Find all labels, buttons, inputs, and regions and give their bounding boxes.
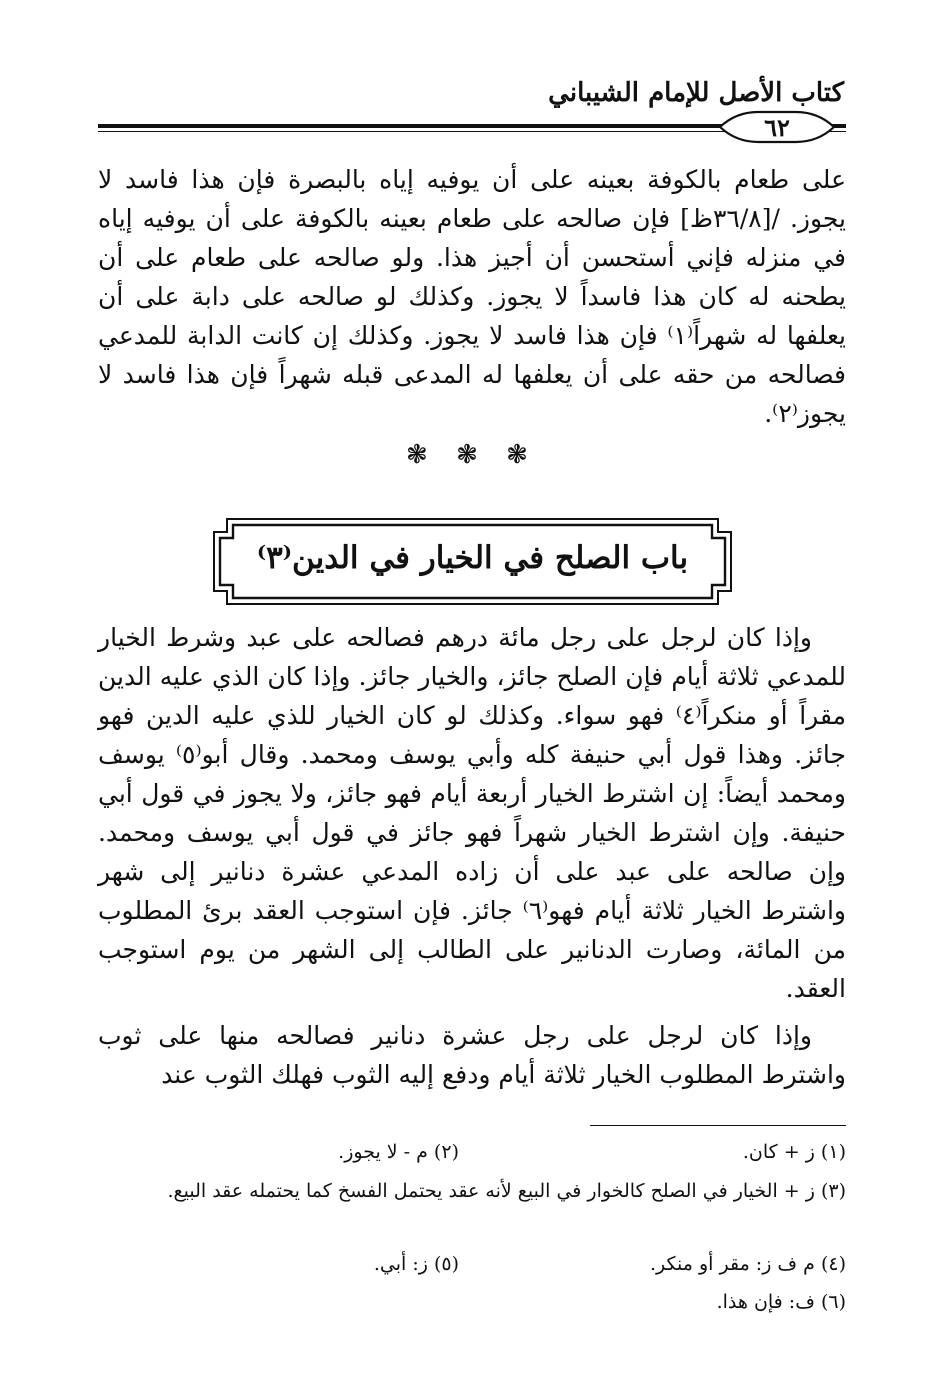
- footnote-6: (٦) ف: فإن هذا.: [716, 1291, 846, 1313]
- body-top-text: على طعام بالكوفة بعينه على أن يوفيه إياه بالبصرة فإن هذا فاسد لا يجوز. /[٣٦/٨ظ] فإن صالحه على طعام بعينه بالكوفة على أن يوفيه إياه في منزله فإني أستحسن أن أجيز هذا. ولو صالحه على طعام على أن يطحنه له كان هذا فاسداً لا يجوز. وكذلك لو صالحه على دابة على أن يعلفها له شهراً⁽١⁾ فإن هذا فاسد لا يجوز. وكذلك إن كانت الدابة للمدعي فصالحه من حقه على أن يعلفها له المدعى قبله شهراً فإن هذا فاسد لا يجوز⁽٢⁾.: [98, 165, 846, 428]
- footnote-5: (٥) ز: أبي.: [373, 1253, 459, 1275]
- page-number-badge: [718, 110, 836, 144]
- paragraph-2-text: وإذا كان لرجل على رجل عشرة دنانير فصالحه منها على ثوب واشترط المطلوب الخيار ثلاثة أيام ودفع إليه الثوب فهلك الثوب عند: [98, 1021, 846, 1089]
- footnote-2: (٢) م - لا يجوز.: [338, 1141, 459, 1163]
- footnote-3: (٣) ز + الخيار في الصلح كالخوار في البيع لأنه عقد يحتمل الفسخ كما يحتمله عقد البيع.: [167, 1180, 846, 1202]
- paragraph-2: [98, 1016, 846, 1094]
- paragraph-1-text: وإذا كان لرجل على رجل مائة درهم فصالحه على عبد وشرط الخيار للمدعي ثلاثة أيام فإن الصلح جائز، والخيار جائز. وإذا كان الذي عليه الدين مقراً أو منكراً⁽٤⁾ فهو سواء. وكذلك لو كان الخيار للذي عليه الدين فهو جائز. وهذا قول أبي حنيفة كله وأبي يوسف ومحمد. وقال أبو⁽٥⁾ يوسف ومحمد أيضاً: إن اشترط الخيار أربعة أيام فهو جائز، ولا يجوز في قول أبي حنيفة. وإن اشترط الخيار شهراً فهو جائز في قول أبي يوسف ومحمد. وإن صالحه على عبد على أن زاده المدعي عشرة دنانير إلى شهر واشترط الخيار ثلاثة أيام فهو⁽٦⁾ جائز. فإن استوجب العقد برئ المطلوب من المائة، وصارت الدنانير على الطالب إلى الشهر من يوم استوجب العقد.: [98, 623, 846, 1003]
- book-title: كتاب الأصل للإمام الشيباني: [548, 78, 844, 108]
- chapter-heading-box: [213, 518, 732, 605]
- paragraph-1: [98, 618, 846, 1008]
- footnote-4: (٤) م ف ز: مقر أو منكر.: [650, 1253, 846, 1275]
- footnote-separator: [590, 1125, 846, 1126]
- section-divider: ❃ ❃ ❃: [406, 440, 538, 470]
- page-number: ٦٢: [764, 113, 790, 142]
- body-top-paragraph: [98, 160, 846, 433]
- footnote-1: (١) ز + كان.: [742, 1141, 846, 1163]
- chapter-title: باب الصلح في الخيار في الدين⁽٣⁾: [256, 540, 689, 576]
